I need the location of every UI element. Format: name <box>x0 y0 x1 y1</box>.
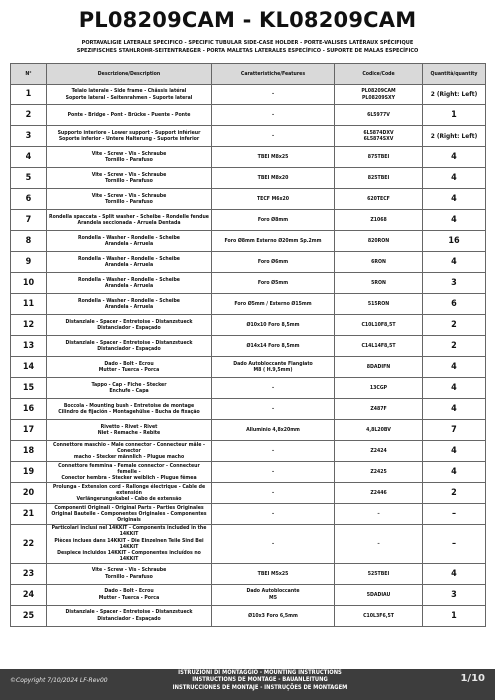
instructions-line-3: INSTRUCCIONES DE MONTAJE - INSTRUÇÕES DE MONTAGEM <box>172 684 348 691</box>
row-number: 2 <box>11 105 47 126</box>
row-features: TBEI M8x25 <box>212 147 335 168</box>
row-description <box>47 563 212 584</box>
description-line: Dado - Bolt - Ecrou <box>104 588 154 595</box>
row-code: C10L3F6,5T <box>335 605 423 626</box>
row-description <box>47 378 212 399</box>
description-line: Distanciador - Espaçado <box>97 615 161 622</box>
row-number: 24 <box>11 584 47 605</box>
table-header-row <box>11 64 486 85</box>
row-description <box>47 357 212 378</box>
row-code: Z2425 <box>335 462 423 483</box>
row-description <box>47 231 212 252</box>
description-line: Tornillo - Parafuso <box>105 573 153 580</box>
description-line: Vite - Screw - Vis - Schraube <box>91 192 167 199</box>
row-number: 5 <box>11 168 47 189</box>
description-line: Rondella - Washer - Rondelle - Scheibe <box>78 234 180 241</box>
table-row <box>11 147 486 168</box>
row-number: 1 <box>11 85 47 105</box>
row-number: 16 <box>11 399 47 420</box>
description-line: Rondella - Washer - Rondelle - Scheibe <box>78 255 180 262</box>
description-line: Distanziale - Spacer - Entretoise - Distanzstueck <box>65 339 193 346</box>
description-line: Arandela - Arruela <box>104 304 154 310</box>
description-line: Arandela - Arruela <box>104 262 154 268</box>
table-row <box>11 504 486 525</box>
description-line: Arandela seccionada - Arruela Dentada <box>77 220 181 226</box>
row-features: Ø10x10 Foro 8,5mm <box>212 315 335 336</box>
description-line: Connettore maschio - Male connector - Connecteur mâle - Conector <box>53 441 205 454</box>
row-quantity: 4 <box>423 357 486 378</box>
header-description: Descrizione/Description <box>47 64 212 85</box>
row-features: Alluminio 4,8x20mm <box>212 420 335 441</box>
row-code: – <box>335 504 423 525</box>
row-quantity: 4 <box>423 147 486 168</box>
table-row <box>11 252 486 273</box>
row-features: TBEI M5x25 <box>212 563 335 584</box>
footer-instructions <box>150 670 370 692</box>
row-number: 18 <box>11 441 47 462</box>
row-quantity: 2 (Right: Left) <box>423 126 486 147</box>
row-quantity: 1 <box>423 605 486 626</box>
row-number: 13 <box>11 336 47 357</box>
row-quantity: – <box>423 525 486 564</box>
description-line: Original Bauteile - Componentes Originales - Componentes Originais <box>51 510 207 524</box>
row-quantity: 4 <box>423 252 486 273</box>
row-features: Foro Ø5mm / Esterno Ø15mm <box>212 294 335 315</box>
row-description <box>47 605 212 626</box>
row-quantity: 2 (Right: Left) <box>423 85 486 105</box>
row-features: – <box>212 504 335 525</box>
description-line: Tornillo - Parafuso <box>105 199 153 205</box>
table-row <box>11 294 486 315</box>
row-features: Dado Autobloccante M5 <box>212 584 335 605</box>
row-features: – <box>212 462 335 483</box>
description-line: Tornillo - Parafuso <box>105 178 153 184</box>
row-code: C10L10F8,5T <box>335 315 423 336</box>
row-code: – <box>335 525 423 564</box>
row-description <box>47 85 212 105</box>
row-code: C14L14F8,5T <box>335 336 423 357</box>
description-line: Particolari inclusi nel 14KKIT - Components included in the 14KKIT <box>51 525 207 538</box>
table-row <box>11 420 486 441</box>
row-description <box>47 336 212 357</box>
row-features: Ø10x3 Foro 6,5mm <box>212 605 335 626</box>
table-row <box>11 231 486 252</box>
row-code: 875TBEI <box>335 147 423 168</box>
row-description <box>47 420 212 441</box>
row-description <box>47 399 212 420</box>
row-code: Z2446 <box>335 483 423 504</box>
row-description <box>47 462 212 483</box>
table-row <box>11 273 486 294</box>
table-row <box>11 441 486 462</box>
header-number: N° <box>11 64 47 85</box>
table-row <box>11 85 486 105</box>
row-number: 21 <box>11 504 47 525</box>
document-title: PL08209CAM - KL08209CAM <box>78 8 417 32</box>
row-quantity: 4 <box>423 399 486 420</box>
description-line: macho - Stecker männlich - Plugue macho <box>73 454 185 461</box>
row-number: 3 <box>11 126 47 147</box>
row-quantity: 4 <box>423 189 486 210</box>
row-code: 515RON <box>335 294 423 315</box>
subtitle-line-1: PORTAVALIGIE LATERALE SPECIFICO - SPECIFIC TUBULAR SIDE-CASE HOLDER - PORTE-VALISES LATÉRAUX SPÉCIFIQUE <box>81 40 414 46</box>
row-code: 4,8L20BV <box>335 420 423 441</box>
row-quantity: 1 <box>423 105 486 126</box>
row-number: 17 <box>11 420 47 441</box>
row-description <box>47 273 212 294</box>
row-number: 4 <box>11 147 47 168</box>
description-line: Supporto interiore - Lower support - Support inférieur <box>57 129 201 136</box>
row-features: – <box>212 483 335 504</box>
parts-table <box>10 63 486 627</box>
row-quantity: 6 <box>423 294 486 315</box>
row-features: Foro Ø8mm <box>212 210 335 231</box>
table-row <box>11 399 486 420</box>
table-row <box>11 336 486 357</box>
row-quantity: 4 <box>423 563 486 584</box>
table-row <box>11 126 486 147</box>
table-row <box>11 378 486 399</box>
description-line: Telaio laterale - Side frame - Châssis latéral <box>71 88 187 95</box>
row-features: TBEI M8x20 <box>212 168 335 189</box>
row-description <box>47 504 212 525</box>
description-line: Rivetto - Rivet - Rivet <box>100 423 158 430</box>
row-code: 8DADIFN <box>335 357 423 378</box>
description-line: Prolunga - Extension cord - Rallonge électrique - Cable de extensión <box>52 483 206 496</box>
description-line: Soporte lateral - Seitenrahmen - Suporte lateral <box>65 94 193 101</box>
row-features: Foro Ø8mm Esterno Ø20mm Sp.2mm <box>212 231 335 252</box>
row-number: 14 <box>11 357 47 378</box>
row-features: – <box>212 105 335 126</box>
row-quantity: 4 <box>423 168 486 189</box>
row-features: – <box>212 378 335 399</box>
description-line: Mutter - Tuerca - Porca <box>98 367 160 373</box>
row-description <box>47 584 212 605</box>
description-line: Componenti Originali - Original Parts - Parties Originales <box>54 504 204 511</box>
description-line: Soporte inferior - Untere Halterung - Suporte inferior <box>58 136 200 142</box>
row-number: 11 <box>11 294 47 315</box>
description-line: Pièces inclues dans 14KKIT - Die Einzelnen Teile Sind Bei 14KKIT <box>54 537 204 550</box>
row-quantity: 4 <box>423 378 486 399</box>
row-number: 23 <box>11 563 47 584</box>
description-line: Distanziale - Spacer - Entretoise - Distanzstueck <box>65 318 193 325</box>
page-number: 1/10 <box>460 673 485 684</box>
table-row <box>11 315 486 336</box>
row-code: 6L5874DXV 6L5874SXV <box>335 126 423 147</box>
row-quantity: 4 <box>423 441 486 462</box>
row-number: 8 <box>11 231 47 252</box>
row-number: 7 <box>11 210 47 231</box>
subtitle-line-2: SPEZIFISCHES STAHLROHR-SEITENTRAEGER - PORTA MALETAS LATERALES ESPECÍFICO - SUPORTE DE MALAS ESPECÍFICO <box>76 48 419 54</box>
row-code: 6L5977V <box>335 105 423 126</box>
header-features: Caratteristiche/Features <box>212 64 335 85</box>
row-quantity: 2 <box>423 483 486 504</box>
table-row <box>11 563 486 584</box>
row-number: 10 <box>11 273 47 294</box>
description-line: Rondella - Washer - Rondelle - Scheibe <box>78 276 180 283</box>
row-number: 9 <box>11 252 47 273</box>
row-code: Z487F <box>335 399 423 420</box>
row-number: 12 <box>11 315 47 336</box>
row-number: 6 <box>11 189 47 210</box>
parts-table-body <box>11 85 486 627</box>
row-code: 6RON <box>335 252 423 273</box>
row-features: – <box>212 441 335 462</box>
row-quantity: – <box>423 504 486 525</box>
instructions-line-2: INSTRUCTIONS DE MONTAGE - BAUANLEITUNG <box>192 677 328 684</box>
instructions-line-1: ISTRUZIONI DI MONTAGGIO - MOUNTING INSTRUCTIONS <box>178 670 342 676</box>
row-quantity: 3 <box>423 273 486 294</box>
row-code: Z2424 <box>335 441 423 462</box>
description-line: Distanciador - Espaçado <box>97 325 161 331</box>
row-description <box>47 105 212 126</box>
footer-bar <box>0 669 495 700</box>
row-features: Dado Autobloccante Flangiato M8 ( H.9,5mm) <box>212 357 335 378</box>
row-description <box>47 210 212 231</box>
description-line: Arandela - Arruela <box>104 283 154 289</box>
description-line: Enchufe - Capa <box>109 388 149 394</box>
table-row <box>11 105 486 126</box>
row-number: 20 <box>11 483 47 504</box>
header-code: Codice/Code <box>335 64 423 85</box>
row-code: 825TBEI <box>335 168 423 189</box>
row-features: – <box>212 525 335 564</box>
row-code: Z1068 <box>335 210 423 231</box>
row-description <box>47 483 212 504</box>
table-row <box>11 189 486 210</box>
row-number: 22 <box>11 525 47 564</box>
row-code: 620TECF <box>335 189 423 210</box>
description-line: Niet - Remache - Rebite <box>97 430 161 436</box>
row-features: – <box>212 126 335 147</box>
row-code: 525TBEI <box>335 563 423 584</box>
table-row <box>11 525 486 564</box>
row-number: 15 <box>11 378 47 399</box>
row-features: – <box>212 399 335 420</box>
description-line: Dado - Bolt - Ecrou <box>104 360 154 367</box>
description-line: Ponte - Bridge - Pont - Brücke - Puente - Ponte <box>67 111 191 118</box>
description-line: Distanziale - Spacer - Entretoise - Distanzstueck <box>65 609 193 616</box>
description-line: Arandela - Arruela <box>104 241 154 247</box>
row-quantity: 3 <box>423 584 486 605</box>
row-number: 19 <box>11 462 47 483</box>
row-number: 25 <box>11 605 47 626</box>
row-description <box>47 126 212 147</box>
description-line: Vite - Screw - Vis - Schraube <box>91 171 167 178</box>
row-description <box>47 294 212 315</box>
row-features: Ø14x14 Foro 8,5mm <box>212 336 335 357</box>
table-row <box>11 168 486 189</box>
row-quantity: 2 <box>423 336 486 357</box>
description-line: Tappo - Cap - Fiche - Stecker <box>91 381 167 388</box>
row-description <box>47 189 212 210</box>
table-row <box>11 584 486 605</box>
description-line: Conector hembra - Stecker weiblich - Plugue fêmea <box>61 475 197 482</box>
description-line: Mutter - Tuerca - Porca <box>98 594 160 601</box>
description-line: Cilindro de fijación - Montagehülse - Bucha de fixação <box>58 409 200 415</box>
row-code: 13CGP <box>335 378 423 399</box>
row-description <box>47 315 212 336</box>
row-features: TECF M6x20 <box>212 189 335 210</box>
row-description <box>47 168 212 189</box>
row-features: Foro Ø6mm <box>212 252 335 273</box>
table-row <box>11 462 486 483</box>
table-row <box>11 357 486 378</box>
row-quantity: 2 <box>423 315 486 336</box>
description-line: Boccola - Mounting bush - Entretoise de montage <box>63 402 195 409</box>
row-description <box>47 525 212 564</box>
row-features: Foro Ø5mm <box>212 273 335 294</box>
row-code: 820RON <box>335 231 423 252</box>
description-line: Connettore femmina - Female connector - Connecteur femelle - <box>58 462 200 475</box>
row-quantity: 16 <box>423 231 486 252</box>
description-line: Rondella spaccata - Split washer - Scheibe - Rondelle fendue <box>49 213 209 220</box>
description-line: Distanciador - Espaçado <box>97 346 161 352</box>
row-quantity: 4 <box>423 210 486 231</box>
row-code: PL08209CAM PL08209SXY <box>335 85 423 105</box>
header-quantity: Quantità/quantity <box>423 64 486 85</box>
row-code: 5DADIAU <box>335 584 423 605</box>
description-line: Despiece incluidos 14KKIT - Componentes incluídos no 14KKIT <box>57 550 201 563</box>
description-line: Vite - Screw - Vis - Schraube <box>91 150 167 157</box>
row-description <box>47 441 212 462</box>
row-description <box>47 147 212 168</box>
copyright-text: ©Copyright 7/10/2024 LF-Rev00 <box>10 677 108 684</box>
row-quantity: 4 <box>423 462 486 483</box>
row-features: – <box>212 85 335 105</box>
row-quantity: 7 <box>423 420 486 441</box>
table-row <box>11 483 486 504</box>
description-line: Tornillo - Parafuso <box>105 157 153 163</box>
table-row <box>11 605 486 626</box>
row-description <box>47 252 212 273</box>
description-line: Vite - Screw - Vis - Schraube <box>91 567 167 574</box>
description-line: Rondella - Washer - Rondelle - Scheibe <box>78 297 180 304</box>
description-line: Verlängerungskabel - Cabo de extensão <box>76 496 182 503</box>
row-code: 5RON <box>335 273 423 294</box>
table-row <box>11 210 486 231</box>
